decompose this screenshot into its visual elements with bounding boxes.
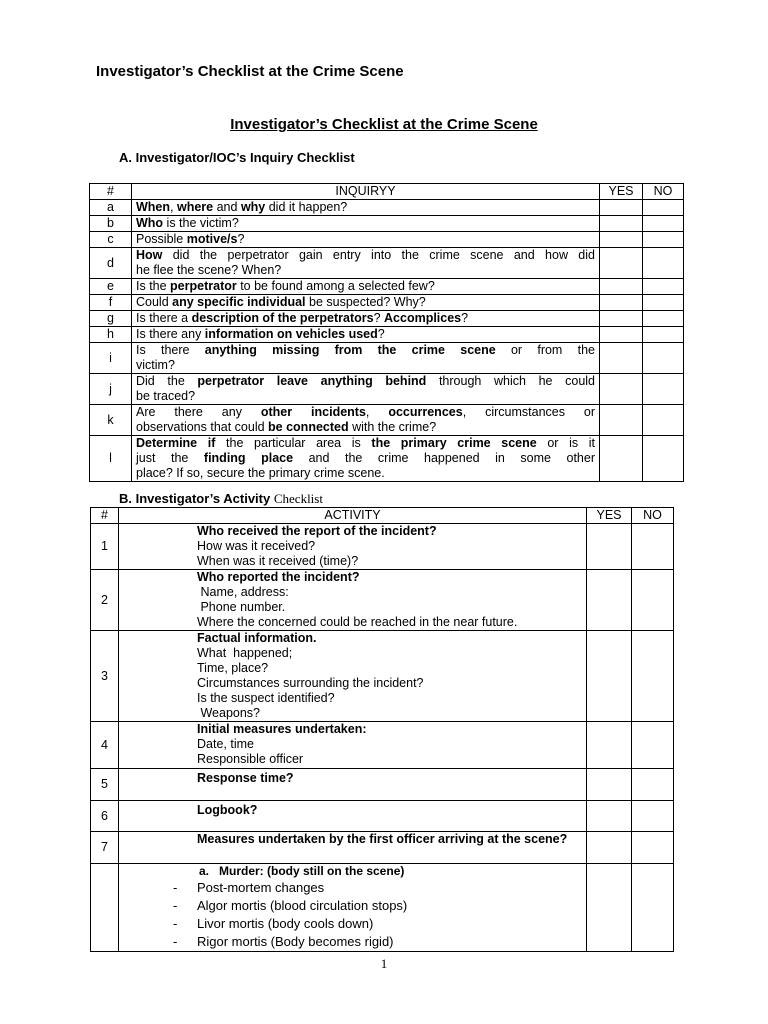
activity-line: Is the suspect identified?	[197, 691, 335, 705]
inquiry-segment: ,	[170, 200, 177, 214]
checkbox-cell-no[interactable]	[632, 570, 674, 631]
inquiry-line	[136, 451, 595, 466]
activity-row	[91, 769, 674, 801]
inquiry-segment: perpetrator leave anything behind	[197, 374, 427, 388]
inquiry-line	[136, 327, 595, 342]
inquiry-key: h	[90, 327, 132, 343]
inquiry-key: f	[90, 295, 132, 311]
page-heading: Investigator’s Checklist at the Crime Scene	[96, 63, 404, 80]
inquiry-segment: other incidents	[260, 405, 366, 419]
inquiry-segment: Could	[136, 295, 173, 309]
inquiry-row	[90, 216, 684, 232]
activity-text	[119, 832, 587, 864]
inquiry-segment: and	[213, 200, 241, 214]
inquiry-segment: with the crime?	[348, 420, 437, 434]
subitem-text: Rigor mortis (Body becomes rigid)	[197, 934, 394, 949]
checkbox-cell-yes[interactable]	[587, 769, 632, 801]
activity-line: How was it received?	[197, 539, 316, 553]
inquiry-segment: and the crime happened in some other	[293, 451, 595, 465]
checkbox-cell-no[interactable]	[632, 631, 674, 722]
inquiry-segment: ?	[237, 232, 245, 246]
activity-line: Time, place?	[197, 661, 269, 675]
checkbox-cell-yes[interactable]	[600, 279, 643, 295]
checkbox-cell-no[interactable]	[632, 524, 674, 570]
dash-bullet: -	[173, 898, 178, 913]
activity-line: When was it received (time)?	[197, 554, 359, 568]
inquiry-key: j	[90, 374, 132, 405]
inquiry-segment: motive/s	[186, 232, 238, 246]
activity-title: Factual information.	[197, 631, 317, 645]
activity-line: Circumstances surrounding the incident?	[197, 676, 424, 690]
inquiry-line	[136, 232, 595, 247]
activity-line: Responsible officer	[197, 752, 304, 766]
activity-row	[91, 722, 674, 769]
checkbox-cell-no[interactable]	[643, 248, 684, 279]
inquiry-segment: Determine if	[136, 436, 216, 450]
section-a-title: A. Investigator/IOC’s Inquiry Checklist	[119, 150, 355, 165]
inquiry-segment: Did the	[136, 374, 198, 388]
inquiry-row	[90, 436, 684, 482]
activity-title: Response time?	[197, 771, 294, 785]
inquiry-segment: or from the	[495, 343, 595, 357]
inquiry-segment: any specific individual	[172, 295, 306, 309]
inquiry-segment: Are there any	[136, 405, 261, 419]
inquiry-key: k	[90, 405, 132, 436]
activity-title: Initial measures undertaken:	[197, 722, 367, 736]
inquiry-segment: ?	[373, 311, 385, 325]
inquiry-line	[136, 216, 595, 231]
checkbox-cell-yes[interactable]	[587, 722, 632, 769]
subitem-list-item	[173, 879, 582, 897]
subitem-text: Post-mortem changes	[197, 880, 325, 895]
inquiry-segment: did it happen?	[265, 200, 348, 214]
inquiry-text	[132, 327, 600, 343]
inquiry-line	[136, 311, 595, 326]
inquiry-segment: How	[136, 248, 163, 262]
checkbox-cell-yes[interactable]	[600, 374, 643, 405]
checkbox-cell-yes[interactable]	[600, 436, 643, 482]
activity-line: Phone number.	[197, 600, 286, 614]
checkbox-cell-yes[interactable]	[587, 832, 632, 864]
inquiry-segment: Accomplices	[384, 311, 462, 325]
inquiry-segment: to be found among a selected few?	[236, 279, 435, 293]
checkbox-cell-no[interactable]	[643, 216, 684, 232]
inquiry-text	[132, 295, 600, 311]
activity-text	[119, 570, 587, 631]
subitem-text: Livor mortis (body cools down)	[197, 916, 374, 931]
col-header-no: NO	[643, 184, 684, 200]
inquiry-segment: just the	[136, 451, 204, 465]
inquiry-segment: ?	[377, 327, 385, 341]
activity-title: Who reported the incident?	[197, 570, 360, 584]
inquiry-key: l	[90, 436, 132, 482]
col-header-inquiry: INQUIRYY	[132, 184, 600, 200]
inquiry-segment: where	[176, 200, 214, 214]
inquiry-line	[136, 405, 595, 420]
inquiry-row	[90, 279, 684, 295]
inquiry-segment: Who	[136, 216, 164, 230]
checkbox-cell-yes[interactable]	[600, 200, 643, 216]
checkbox-cell-yes[interactable]	[600, 311, 643, 327]
inquiry-line	[136, 420, 595, 435]
checkbox-cell-yes[interactable]	[600, 295, 643, 311]
page-number: 1	[380, 956, 388, 971]
inquiry-row	[90, 248, 684, 279]
checkbox-cell-no[interactable]	[632, 832, 674, 864]
dash-bullet: -	[173, 916, 178, 931]
subitem-list-item	[173, 933, 582, 951]
inquiry-key: i	[90, 343, 132, 374]
inquiry-line	[136, 389, 595, 404]
subitem-text: Algor mortis (blood circulation stops)	[197, 898, 408, 913]
inquiry-text	[132, 248, 600, 279]
inquiry-key: g	[90, 311, 132, 327]
inquiry-text	[132, 216, 600, 232]
activity-text	[119, 801, 587, 832]
inquiry-line	[136, 295, 595, 310]
activity-key: 1	[91, 524, 119, 570]
activity-key: 3	[91, 631, 119, 722]
checkbox-cell-yes[interactable]	[587, 801, 632, 832]
activity-key: 7	[91, 832, 119, 864]
inquiry-segment: anything missing from the crime scene	[204, 343, 496, 357]
inquiry-row	[90, 295, 684, 311]
checkbox-cell-yes[interactable]	[587, 631, 632, 722]
checkbox-cell-no[interactable]	[643, 405, 684, 436]
inquiry-row	[90, 343, 684, 374]
inquiry-row	[90, 374, 684, 405]
activity-key: 2	[91, 570, 119, 631]
inquiry-checklist-table	[89, 183, 684, 482]
activity-text	[119, 631, 587, 722]
inquiry-text	[132, 405, 600, 436]
section-b-title-suffix: Checklist	[273, 491, 323, 506]
inquiry-segment: ?	[461, 311, 469, 325]
inquiry-text	[132, 232, 600, 248]
inquiry-segment: Is there a	[136, 311, 192, 325]
activity-row	[91, 801, 674, 832]
inquiry-segment: the particular area is	[215, 436, 372, 450]
activity-line: Weapons?	[197, 706, 261, 720]
inquiry-line	[136, 343, 595, 358]
inquiry-line	[136, 466, 595, 481]
inquiry-line	[136, 279, 595, 294]
activity-row	[91, 832, 674, 864]
inquiry-line	[136, 374, 595, 389]
inquiry-segment: Possible	[136, 232, 187, 246]
activity-title: Measures undertaken by the first officer arriving at the scene?	[197, 832, 568, 846]
activity-text	[119, 524, 587, 570]
inquiry-segment: ,	[365, 405, 389, 419]
activity-key: 6	[91, 801, 119, 832]
inquiry-segment: observations that could	[136, 420, 269, 434]
activity-key	[91, 864, 119, 952]
document-title: Investigator’s Checklist at the Crime Scene	[230, 116, 538, 133]
inquiry-segment: through which he could	[426, 374, 595, 388]
checkbox-cell-yes[interactable]	[600, 405, 643, 436]
col-header-number: #	[91, 508, 119, 524]
inquiry-line	[136, 358, 595, 373]
checkbox-cell-yes[interactable]	[600, 248, 643, 279]
subitem-title: a. Murder: (body still on the scene)	[199, 864, 405, 878]
inquiry-line	[136, 248, 595, 263]
section-b-title	[119, 491, 323, 507]
dash-bullet: -	[173, 880, 178, 895]
checkbox-cell-no[interactable]	[643, 374, 684, 405]
col-header-yes: YES	[600, 184, 643, 200]
inquiry-key: a	[90, 200, 132, 216]
activity-text	[119, 769, 587, 801]
inquiry-segment: occurrences	[388, 405, 463, 419]
inquiry-segment: place? If so, secure the primary crime scene.	[136, 466, 385, 480]
col-header-number: #	[90, 184, 132, 200]
activity-line: Where the concerned could be reached in the near future.	[197, 615, 518, 629]
inquiry-segment: be connected	[268, 420, 349, 434]
inquiry-segment: be suspected? Why?	[305, 295, 426, 309]
checkbox-cell-yes[interactable]	[600, 216, 643, 232]
checkbox-cell-no[interactable]	[643, 232, 684, 248]
activity-title: Logbook?	[197, 803, 258, 817]
activity-line: Date, time	[197, 737, 254, 751]
col-header-activity: ACTIVITY	[119, 508, 587, 524]
checkbox-cell-yes[interactable]	[600, 232, 643, 248]
inquiry-text	[132, 200, 600, 216]
inquiry-segment: , circumstances or	[462, 405, 596, 419]
inquiry-text	[132, 311, 600, 327]
inquiry-segment: perpetrator	[170, 279, 237, 293]
section-b-title-text: B. Investigator’s Activity	[119, 491, 271, 506]
inquiry-segment: Is there	[136, 343, 205, 357]
activity-line: What happened;	[197, 646, 293, 660]
activity-key: 4	[91, 722, 119, 769]
inquiry-row	[90, 405, 684, 436]
inquiry-text	[132, 343, 600, 374]
inquiry-segment: Is the	[136, 279, 171, 293]
inquiry-row	[90, 232, 684, 248]
inquiry-segment: did the perpetrator gain entry into the crime scene and how did	[162, 248, 595, 262]
activity-row	[91, 631, 674, 722]
inquiry-text	[132, 374, 600, 405]
inquiry-key: c	[90, 232, 132, 248]
inquiry-segment: When	[136, 200, 171, 214]
inquiry-row	[90, 327, 684, 343]
checkbox-cell-yes[interactable]	[587, 570, 632, 631]
inquiry-key: b	[90, 216, 132, 232]
activity-subitem-row	[91, 864, 674, 952]
checkbox-cell-no[interactable]	[643, 343, 684, 374]
col-header-yes: YES	[587, 508, 632, 524]
inquiry-segment: Is there any	[136, 327, 205, 341]
checkbox-cell-yes[interactable]	[587, 524, 632, 570]
inquiry-segment: description of the perpetrators	[191, 311, 374, 325]
checkbox-cell-no[interactable]	[632, 801, 674, 832]
activity-title: Who received the report of the incident?	[197, 524, 437, 538]
checkbox-cell-yes[interactable]	[587, 864, 632, 952]
col-header-no: NO	[632, 508, 674, 524]
inquiry-segment: information on vehicles used	[204, 327, 378, 341]
checkbox-cell-yes[interactable]	[600, 327, 643, 343]
checkbox-cell-no[interactable]	[632, 864, 674, 952]
activity-key: 5	[91, 769, 119, 801]
inquiry-key: d	[90, 248, 132, 279]
activity-row	[91, 524, 674, 570]
inquiry-line	[136, 263, 595, 278]
dash-bullet: -	[173, 934, 178, 949]
checkbox-cell-no[interactable]	[643, 327, 684, 343]
inquiry-segment: the primary crime scene	[371, 436, 537, 450]
activity-checklist-table	[90, 507, 674, 952]
inquiry-segment: victim?	[136, 358, 175, 372]
subitem-list-item	[173, 915, 582, 933]
inquiry-text	[132, 436, 600, 482]
inquiry-text	[132, 279, 600, 295]
activity-line: Name, address:	[197, 585, 289, 599]
inquiry-segment: why	[240, 200, 266, 214]
inquiry-line	[136, 200, 595, 215]
inquiry-segment: he flee the scene? When?	[136, 263, 282, 277]
subitem-list-item	[173, 897, 582, 915]
inquiry-segment: is the victim?	[163, 216, 239, 230]
activity-row	[91, 570, 674, 631]
checkbox-cell-no[interactable]	[632, 722, 674, 769]
inquiry-row	[90, 311, 684, 327]
inquiry-key: e	[90, 279, 132, 295]
inquiry-segment: be traced?	[136, 389, 196, 403]
checkbox-cell-no[interactable]	[632, 769, 674, 801]
activity-text	[119, 722, 587, 769]
checkbox-cell-yes[interactable]	[600, 343, 643, 374]
checkbox-cell-no[interactable]	[643, 200, 684, 216]
inquiry-segment: finding place	[203, 451, 294, 465]
inquiry-line	[136, 436, 595, 451]
inquiry-row	[90, 200, 684, 216]
inquiry-segment: or is it	[536, 436, 596, 450]
checkbox-cell-no[interactable]	[643, 436, 684, 482]
activity-subitem	[119, 864, 587, 952]
checkbox-cell-no[interactable]	[643, 279, 684, 295]
checkbox-cell-no[interactable]	[643, 311, 684, 327]
checkbox-cell-no[interactable]	[643, 295, 684, 311]
